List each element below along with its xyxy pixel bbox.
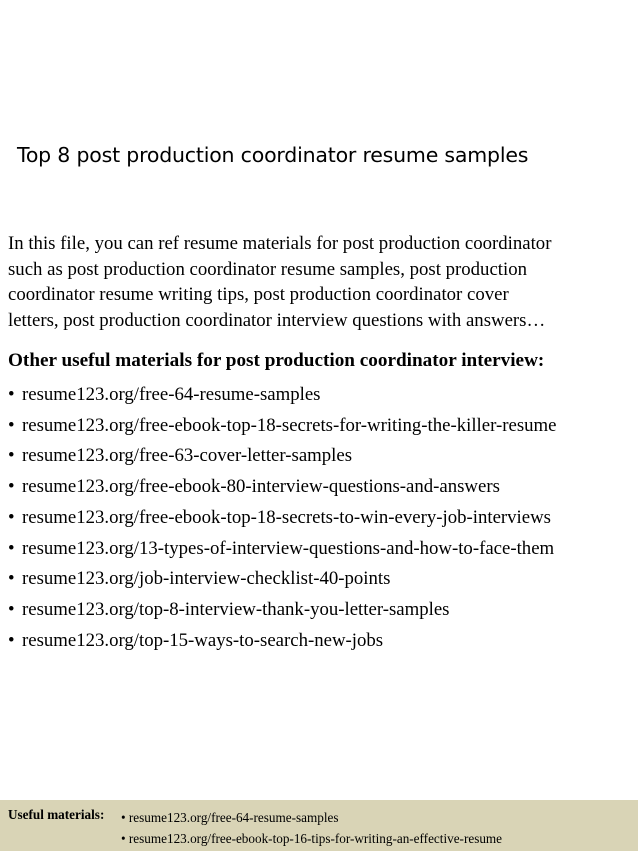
list-item [8, 503, 556, 534]
bullet-glyph: • [8, 476, 15, 498]
link-search-new-jobs[interactable]: resume123.org/top-15-ways-to-search-new-jobs [22, 629, 384, 651]
intro-line: coordinator resume writing tips, post production coordinator cover [8, 284, 509, 305]
intro-line: letters, post production coordinator interview questions with answers… [8, 309, 546, 331]
footer-label [8, 807, 104, 823]
footer-link-list [121, 807, 502, 849]
list-item [8, 595, 556, 626]
footer-bar [0, 800, 638, 851]
intro-line: such as post production coordinator resume samples, post production [8, 258, 527, 280]
list-item [8, 534, 556, 565]
link-ebook-win-interviews[interactable]: resume123.org/free-ebook-top-18-secrets-to-win-every-job-interviews [22, 506, 551, 528]
intro-line: In this file, you can ref resume materials for post production coordinator [8, 233, 552, 254]
list-item [8, 380, 556, 411]
link-cover-letter-samples[interactable]: resume123.org/free-63-cover-letter-samples [22, 445, 353, 467]
materials-link-list [8, 380, 556, 656]
footer-label-text: Useful materials [8, 807, 100, 822]
list-item [8, 441, 556, 472]
bullet-glyph: • [8, 537, 15, 559]
bullet-glyph: • [8, 506, 15, 528]
list-item [8, 626, 556, 657]
footer-link-effective-resume[interactable]: • resume123.org/free-ebook-top-16-tips-for-writing-an-effective-resume [121, 831, 503, 846]
footer-label-separator: : [99, 807, 105, 822]
bullet-glyph: • [8, 568, 15, 590]
bullet-glyph: • [8, 598, 15, 620]
bullet-glyph: • [8, 414, 15, 436]
bullet-glyph: • [8, 445, 15, 467]
list-item [8, 564, 556, 595]
list-item [8, 411, 556, 442]
page-title: Top 8 post production coordinator resume samples [17, 143, 529, 167]
link-interview-checklist[interactable]: resume123.org/job-interview-checklist-40-points [22, 568, 391, 590]
link-free-64-resume-samples[interactable]: resume123.org/free-64-resume-samples [22, 384, 321, 405]
bullet-glyph: • [8, 384, 15, 405]
intro-paragraph [8, 231, 632, 333]
footer-link-resume-samples[interactable]: • resume123.org/free-64-resume-samples [121, 810, 339, 825]
bullet-glyph: • [8, 629, 15, 651]
link-ebook-interview-questions[interactable]: resume123.org/free-ebook-80-interview-questions-and-answers [22, 476, 500, 498]
link-types-of-interview-questions[interactable]: resume123.org/13-types-of-interview-questions-and-how-to-face-them [22, 537, 555, 559]
link-ebook-killer-resume[interactable]: resume123.org/free-ebook-top-18-secrets-for-writing-the-killer-resume [22, 414, 557, 436]
list-item [8, 472, 556, 503]
materials-heading: Other useful materials for post production coordinator interview: [8, 350, 545, 371]
link-thank-you-letter-samples[interactable]: resume123.org/top-8-interview-thank-you-letter-samples [22, 598, 450, 620]
